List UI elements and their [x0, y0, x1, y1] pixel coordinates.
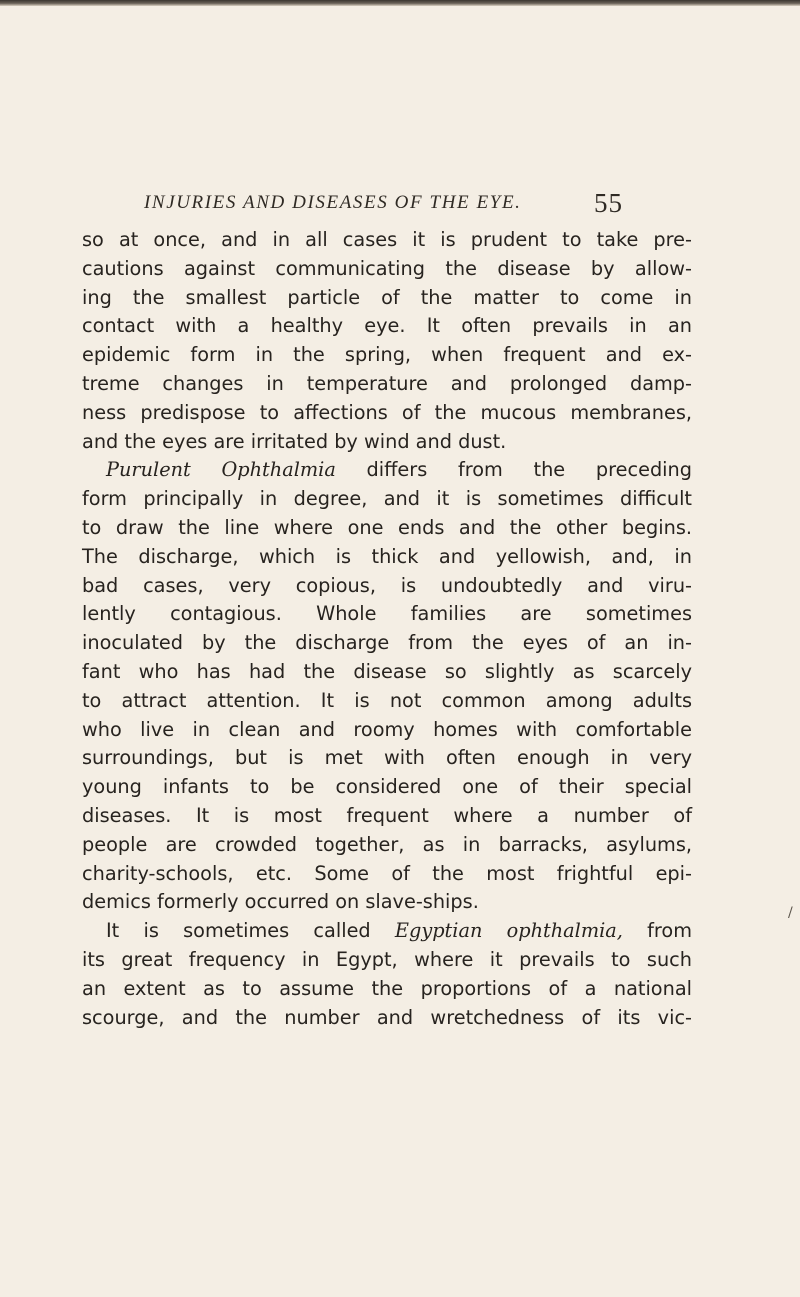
italic-term: Egyptian ophthalmia,	[394, 919, 623, 943]
text-line	[82, 773, 692, 802]
text-run: from	[622, 919, 692, 943]
text-run: differs from the preceding	[335, 458, 692, 482]
text-line	[82, 888, 692, 917]
italic-term: Purulent Ophthalmia	[106, 458, 336, 482]
text-run: an extent as to assume the proportions of a national	[82, 976, 692, 1000]
text-run: fant who has had the disease so slightly as scarcely	[82, 659, 692, 683]
text-line	[82, 802, 692, 831]
text-run: form principally in degree, and it is sometimes difficult	[82, 487, 692, 511]
text-line	[82, 629, 692, 658]
text-line	[82, 456, 692, 485]
text-run: charity-schools, etc. Some of the most frightful epi-	[82, 861, 692, 885]
text-line	[82, 744, 692, 773]
page-number: 55	[594, 188, 623, 218]
text-run: The discharge, which is thick and yellowish, and, in	[82, 544, 692, 568]
text-run: who live in clean and roomy homes with comfortable	[82, 717, 692, 741]
text-line	[82, 370, 692, 399]
text-line	[82, 600, 692, 629]
text-line	[82, 485, 692, 514]
text-line	[82, 312, 692, 341]
text-line	[82, 284, 692, 313]
text-run: young infants to be considered one of their special	[82, 775, 692, 799]
text-run: lently contagious. Whole families are sometimes	[82, 602, 692, 626]
text-line	[82, 946, 692, 975]
text-line	[82, 1004, 692, 1033]
text-run: contact with a healthy eye. It often prevails in an	[82, 314, 692, 338]
text-run: scourge, and the number and wretchedness of its vic-	[82, 1005, 692, 1029]
text-line	[82, 658, 692, 687]
text-line	[82, 255, 692, 284]
text-run: demics formerly occurred on slave-ships.	[82, 890, 479, 914]
text-line	[82, 514, 692, 543]
text-line	[82, 831, 692, 860]
text-run: people are crowded together, as in barracks, asylums,	[82, 832, 692, 856]
text-line	[82, 226, 692, 255]
body-text	[82, 226, 692, 1032]
text-line	[82, 687, 692, 716]
text-run: bad cases, very copious, is undoubtedly and viru-	[82, 573, 692, 597]
text-run: treme changes in temperature and prolonged damp-	[82, 371, 692, 395]
text-run: to draw the line where one ends and the other begins.	[82, 515, 692, 539]
text-line	[82, 572, 692, 601]
text-run: epidemic form in the spring, when frequent and ex-	[82, 343, 692, 367]
text-line	[82, 860, 692, 889]
text-line	[82, 975, 692, 1004]
text-run: to attract attention. It is not common among adults	[82, 688, 692, 712]
text-run: It is sometimes called	[106, 919, 395, 943]
text-run: surroundings, but is met with often enough in very	[82, 746, 692, 770]
text-run: inoculated by the discharge from the eyes of an in-	[82, 631, 692, 655]
text-line	[82, 543, 692, 572]
text-run: ness predispose to affections of the mucous membranes,	[82, 400, 692, 424]
running-title: INJURIES AND DISEASES OF THE EYE.	[144, 192, 522, 213]
text-line	[82, 341, 692, 370]
text-run: so at once, and in all cases it is prudent to take pre-	[82, 228, 692, 251]
running-head	[144, 188, 800, 220]
text-run: cautions against communicating the disease by allow-	[82, 256, 692, 280]
text-run: and the eyes are irritated by wind and dust.	[82, 429, 507, 453]
text-run: its great frequency in Egypt, where it prevails to such	[82, 947, 692, 971]
text-line	[82, 716, 692, 745]
text-line	[82, 399, 692, 428]
text-line	[82, 428, 692, 457]
text-line	[82, 917, 692, 946]
text-run: diseases. It is most frequent where a number of	[82, 803, 692, 827]
text-run: ing the smallest particle of the matter to come in	[82, 285, 692, 309]
margin-mark: /	[788, 905, 793, 921]
